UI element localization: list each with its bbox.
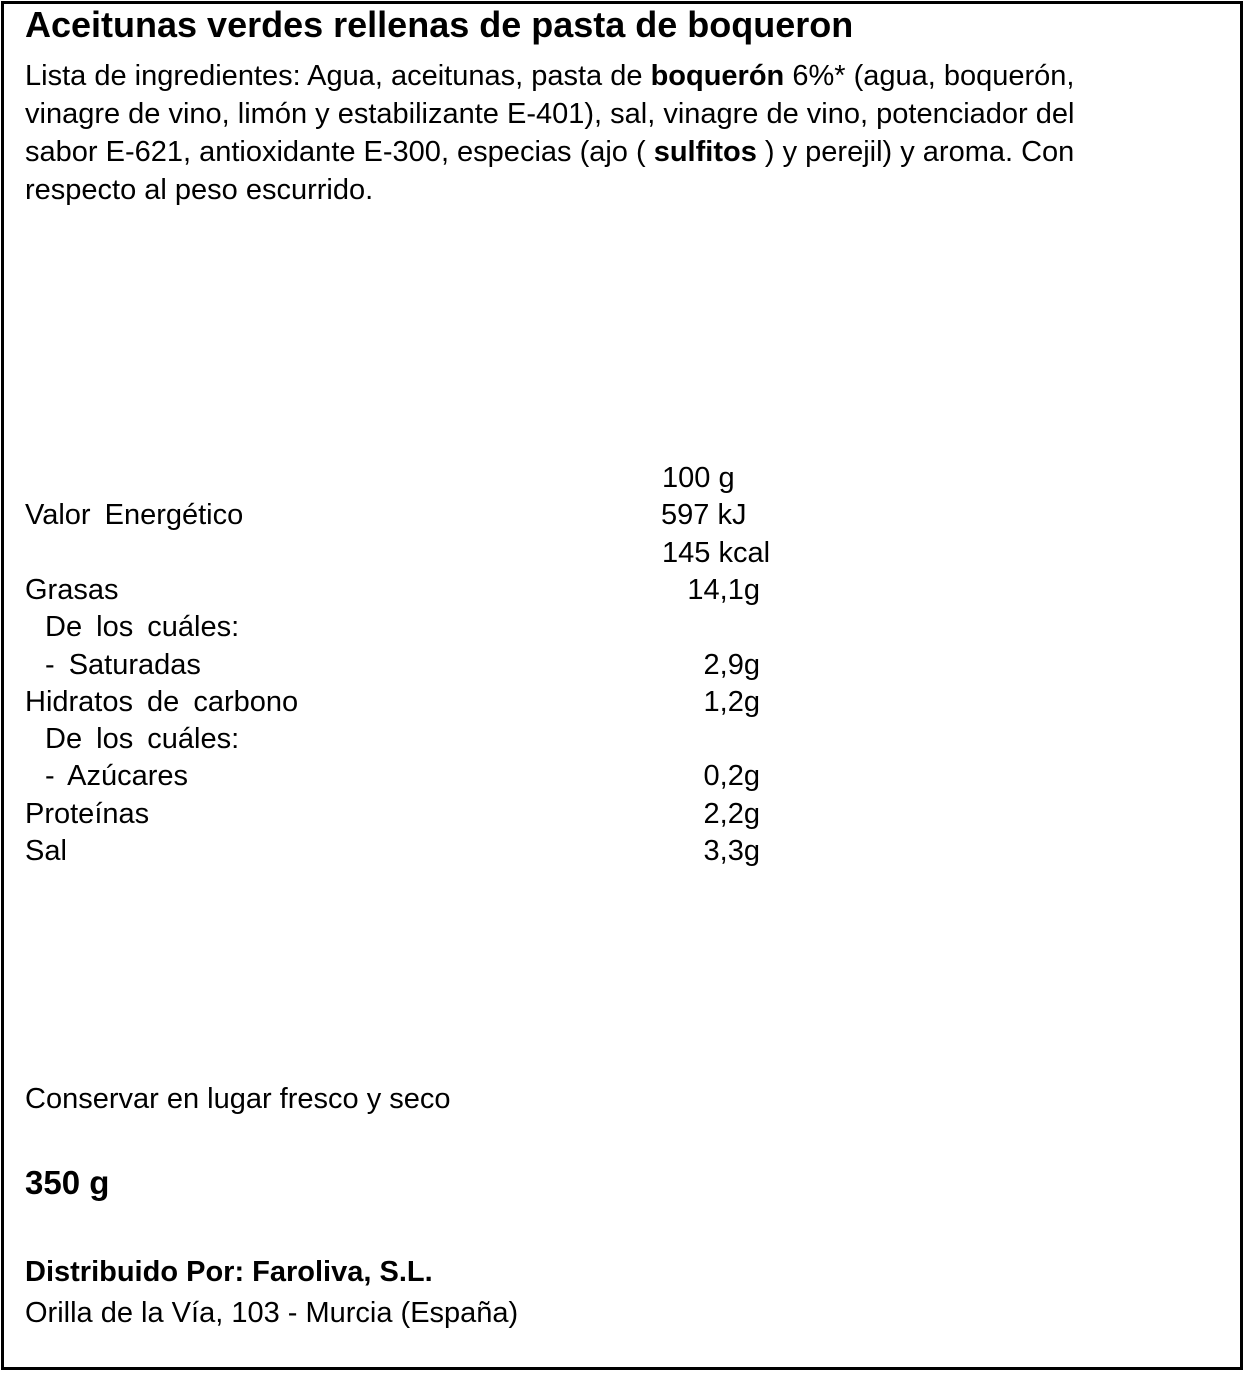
salt-label: Sal [25,835,67,867]
protein-label: Proteínas [25,798,150,830]
nutrition-row-fat [25,572,925,609]
nutrition-row-salt [25,833,925,870]
energy-kj-value: 597 kJ [661,499,747,531]
distributor-name: Distribuido Por: Faroliva, S.L. [25,1256,433,1288]
nutrition-header-row [25,460,925,497]
energy-kcal-value: 145 kcal [662,537,771,569]
sugars-value: 0,2g [703,760,760,792]
ingredients-text-1: Lista de ingredientes: Agua, aceitunas, pasta de [25,60,651,92]
ingredients-text-3: ) y perejil) y aroma. Con respecto al peso escurrido. [25,136,1075,206]
fat-of-which-label: De los cuáles: [45,611,240,643]
nutrition-header-per-100g: 100 g [662,462,735,494]
fat-value: 14,1g [687,574,760,606]
nutrition-row-carbs-of-which [25,721,925,758]
sugars-label: - Azúcares [45,760,188,792]
nutrition-row-protein [25,796,925,833]
allergen-sulfitos: sulfitos [653,136,757,168]
nutrition-row-sugars [25,758,925,795]
carbs-label: Hidratos de carbono [25,686,299,718]
ingredients-text-2: 6%* (agua, boquerón, vinagre de vino, limón y estabilizante E-401), sal, vinagre de vino, potenciador del sabor E-621, antioxidante E-300, especias (ajo ( [25,60,1075,168]
distributor-address: Orilla de la Vía, 103 - Murcia (España) [25,1297,519,1329]
saturates-label: - Saturadas [45,649,201,681]
protein-value: 2,2g [703,798,760,830]
energy-label: Valor Energético [25,499,244,531]
storage-instructions: Conservar en lugar fresco y seco [25,1083,451,1115]
nutrition-row-energy [25,497,925,534]
net-weight: 350 g [25,1164,110,1201]
fat-label: Grasas [25,574,119,606]
nutrition-row-energy-kcal [25,535,925,572]
nutrition-row-carbs [25,684,925,721]
salt-value: 3,3g [703,835,760,867]
ingredients-list [25,57,1145,209]
nutrition-row-saturates [25,647,925,684]
nutrition-row-fat-of-which [25,609,925,646]
allergen-boqueron: boquerón [650,60,785,92]
saturates-value: 2,9g [703,649,760,681]
product-title: Aceitunas verdes rellenas de pasta de boqueron [25,4,854,45]
carbs-of-which-label: De los cuáles: [45,723,240,755]
carbs-value: 1,2g [703,686,760,718]
